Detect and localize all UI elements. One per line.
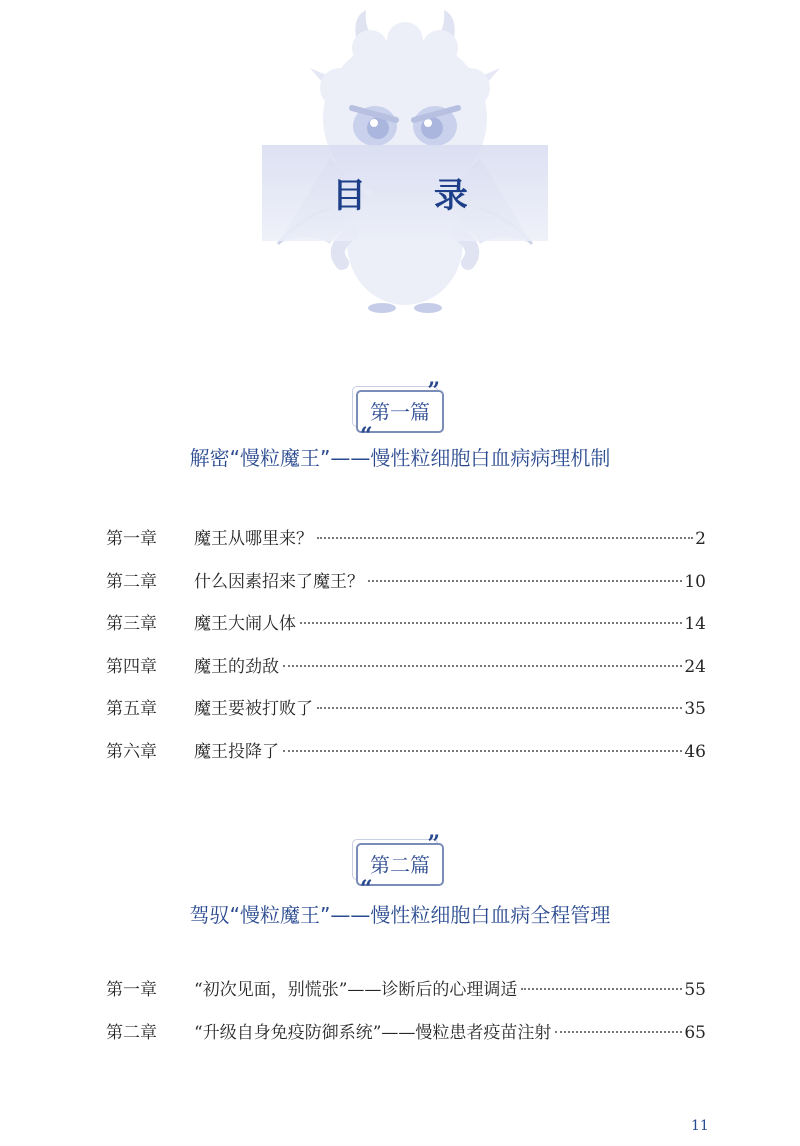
toc-list-part-2 bbox=[106, 975, 706, 1060]
part-badge bbox=[356, 831, 444, 902]
toc-chapter-title: “升级自身免疫防御系统”——慢粒患者疫苗注射 bbox=[194, 1022, 552, 1043]
toc-row[interactable] bbox=[106, 567, 706, 610]
close-quote-icon: ” bbox=[427, 378, 440, 404]
toc-chapter-number: 第一章 bbox=[106, 980, 157, 1000]
toc-chapter-number: 第四章 bbox=[106, 656, 157, 677]
toc-chapter-title: 什么因素招来了魔王？ bbox=[194, 571, 364, 592]
toc-row[interactable] bbox=[106, 737, 706, 780]
toc-chapter-number: 第二章 bbox=[106, 1022, 157, 1043]
toc-row[interactable] bbox=[106, 652, 706, 695]
toc-page-number: 46 bbox=[684, 741, 706, 762]
toc-leader-dots bbox=[300, 622, 682, 624]
toc-page-number: 35 bbox=[684, 699, 706, 719]
open-quote-icon: “ bbox=[360, 423, 373, 449]
part-badge bbox=[356, 378, 444, 449]
toc-chapter-number: 第六章 bbox=[106, 741, 157, 762]
toc-row[interactable] bbox=[106, 694, 706, 737]
toc-chapter-title: 魔王要被打败了 bbox=[194, 699, 313, 719]
page-number: 11 bbox=[691, 1118, 709, 1134]
toc-leader-dots bbox=[521, 988, 682, 990]
toc-leader-dots bbox=[317, 537, 693, 539]
toc-page-number: 14 bbox=[684, 614, 706, 634]
toc-chapter-title: “初次见面，别慌张”——诊断后的心理调适 bbox=[194, 980, 518, 1000]
part-subtitle-2: 驾驭“慢粒魔王”——慢性粒细胞白血病全程管理 bbox=[189, 903, 611, 927]
toc-chapter-title: 魔王大闹人体 bbox=[194, 614, 296, 634]
part-badge-label: 第一篇 bbox=[370, 400, 430, 424]
toc-chapter-title: 魔王的劲敌 bbox=[194, 656, 279, 677]
toc-leader-dots bbox=[368, 580, 682, 582]
toc-row[interactable] bbox=[106, 524, 706, 567]
toc-chapter-number: 第五章 bbox=[106, 699, 157, 719]
toc-chapter-number: 第二章 bbox=[106, 571, 157, 592]
toc-page-number: 2 bbox=[695, 529, 706, 549]
toc-chapter-title: 魔王从哪里来？ bbox=[194, 529, 313, 549]
toc-row[interactable] bbox=[106, 975, 706, 1018]
toc-page-number: 55 bbox=[684, 980, 706, 1000]
toc-page-number: 65 bbox=[684, 1022, 706, 1043]
part-label-1 bbox=[0, 378, 800, 449]
part-label-2 bbox=[0, 831, 800, 902]
toc-chapter-number: 第三章 bbox=[106, 614, 157, 634]
toc-leader-dots bbox=[283, 665, 682, 667]
toc-row[interactable] bbox=[106, 1018, 706, 1061]
toc-page-number: 24 bbox=[684, 656, 706, 677]
toc-row[interactable] bbox=[106, 609, 706, 652]
toc-list-part-1 bbox=[106, 524, 706, 779]
toc-chapter-title: 魔王投降了 bbox=[194, 741, 279, 762]
toc-chapter-number: 第一章 bbox=[106, 529, 157, 549]
toc-leader-dots bbox=[317, 707, 682, 709]
toc-leader-dots bbox=[283, 750, 682, 752]
part-subtitle-1: 解密“慢粒魔王”——慢性粒细胞白血病病理机制 bbox=[189, 446, 611, 470]
part-badge-label: 第二篇 bbox=[370, 853, 430, 877]
toc-page-number: 10 bbox=[684, 571, 706, 592]
close-quote-icon: ” bbox=[427, 831, 440, 857]
open-quote-icon: “ bbox=[360, 876, 373, 902]
toc-leader-dots bbox=[555, 1031, 682, 1033]
page-title: 目 录 bbox=[332, 176, 496, 216]
